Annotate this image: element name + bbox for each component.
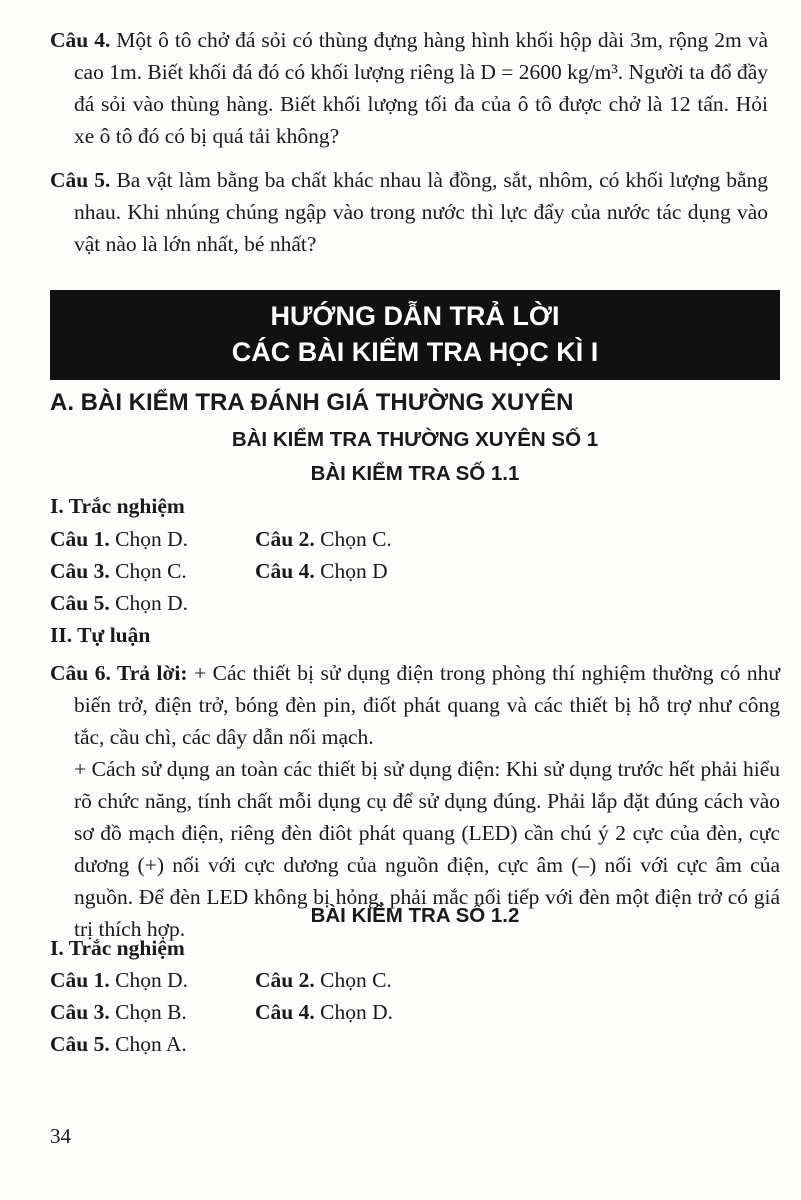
answer: Câu 3. Chọn B. — [50, 1000, 187, 1024]
q4-text: Một ô tô chở đá sỏi có thùng đựng hàng hình khối hộp dài 3m, rộng 2m và cao 1m. Biết khối đá đó có khối lượng riêng là D = 2600 kg/m³. Người ta đổ đầy đá sỏi vào thùng hàng. Biết khối lượng tối đa của ô tô được chở là 12 tấn. Hỏi xe ô tô đó có bị quá tải không? — [74, 28, 769, 148]
test12-part1: I. Trắc nghiệm — [50, 936, 185, 960]
banner-line-1: HƯỚNG DẪN TRẢ LỜI — [270, 301, 560, 331]
q6-label: Câu 6. Trả lời: — [50, 661, 188, 685]
answer: Câu 4. Chọn D — [255, 559, 388, 583]
answer: Câu 1. Chọn D. — [50, 527, 188, 551]
test12-title: BÀI KIỂM TRA SỐ 1.2 — [310, 904, 520, 927]
answer: Câu 1. Chọn D. — [50, 968, 188, 992]
question-4 — [50, 24, 768, 152]
question-6-answer — [50, 657, 780, 945]
answer: Câu 5. Chọn A. — [50, 1032, 187, 1056]
q4-label: Câu 4. — [50, 28, 111, 52]
answer: Câu 3. Chọn C. — [50, 559, 187, 583]
answer: Câu 2. Chọn C. — [255, 527, 392, 551]
section-a-heading: A. BÀI KIỂM TRA ĐÁNH GIÁ THƯỜNG XUYÊN — [50, 389, 574, 416]
q6-para-2: + Cách sử dụng an toàn các thiết bị sử dụng điện: Khi sử dụng trước hết phải hiểu rõ chức năng, tính chất mỗi dụng cụ để sử dụng đúng. Phải lắp đặt đúng cách vào sơ đồ mạch điện, riêng đèn điôt phát quang (LED) cần chú ý 2 cực của đèn, cực dương (+) nối với cực dương của nguồn điện, cực âm (–) nối với cực âm của nguồn. Để đèn LED không bị hỏng, phải mắc nối tiếp với đèn một điện trở có giá trị thích hợp. — [74, 757, 780, 941]
section-banner — [50, 290, 780, 380]
test11-part1: I. Trắc nghiệm — [50, 494, 185, 518]
q6-para-1: + Các thiết bị sử dụng điện trong phòng thí nghiệm thường có như biến trở, điện trở, bóng đèn pin, điốt phát quang và các thiết bị hỗ trợ như công tắc, cầu chì, các dây dẫn nối mạch. — [74, 661, 780, 749]
banner-line-2: CÁC BÀI KIỂM TRA HỌC KÌ I — [231, 337, 599, 367]
answer: Câu 4. Chọn D. — [255, 1000, 393, 1024]
answer: Câu 5. Chọn D. — [50, 591, 188, 615]
page-number: 34 — [50, 1124, 71, 1148]
question-5 — [50, 164, 768, 260]
answer: Câu 2. Chọn C. — [255, 968, 392, 992]
test1-title: BÀI KIỂM TRA THƯỜNG XUYÊN SỐ 1 — [231, 428, 599, 451]
test11-part2: II. Tự luận — [50, 623, 151, 647]
test11-title: BÀI KIỂM TRA SỐ 1.1 — [310, 462, 520, 485]
q5-label: Câu 5. — [50, 168, 111, 192]
q5-text: Ba vật làm bằng ba chất khác nhau là đồng, sắt, nhôm, có khối lượng bằng nhau. Khi nhúng chúng ngập vào trong nước thì lực đẩy của nước tác dụng vào vật nào là lớn nhất, bé nhất? — [74, 168, 769, 256]
